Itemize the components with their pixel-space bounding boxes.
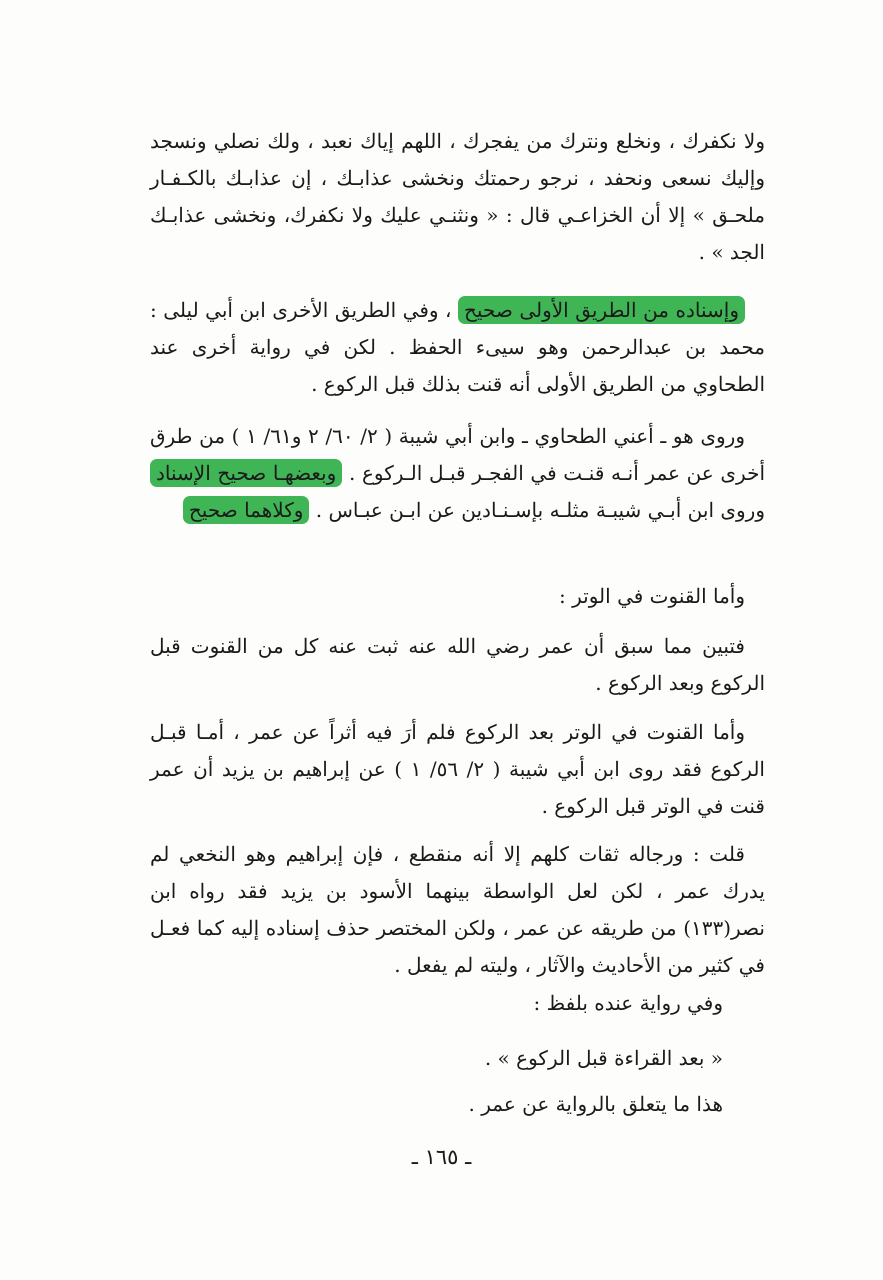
paragraph-qunut-witr-heading: [150, 578, 765, 615]
paragraph-text: قلت : ورجاله ثقات كلهم إلا أنه منقطع ، فإن إبراهيم وهو النخعي لم يدرك عمر ، لكن لعل الواسطة بينهما الأسود بن يزيد فقد رواه ابن نصر(١٣٣) من طريقه عن عمر ، ولكن المختصر حذف إسناده إليه كما فعـل في كثير من الأحاديث والآثار ، وليته لم يفعل .: [150, 842, 765, 977]
paragraph-text: ولا نكفرك ، ونخلع ونترك من يفجرك ، اللهم إياك نعبد ، ولك نصلي ونسجد وإليك نسعى ونحفد ، نرجو رحمتك ونخشى عذابـك ، إن عذابـك بالكـفـار ملحـق » إلا أن الخزاعـي قال : « ونثنـي عليك ولا نكفرك، ونخشى عذابـك الجد » .: [150, 129, 765, 264]
paragraph-narrators-comment: [150, 836, 765, 984]
paragraph-tahawi-narration: [150, 418, 765, 529]
paragraph-isnad-first-route: [150, 292, 765, 403]
paragraph-conclusion-umar: [150, 628, 765, 702]
page-number: ـ ١٦٥ ـ: [411, 1145, 472, 1169]
paragraph-text: وأما القنوت في الوتر بعد الركوع فلم أرَ فيه أثراً عن عمر ، أمـا قبـل الركوع فقد روى ابن أبي شيبة ( ٢/ ٥٦/ ١ ) عن إبراهيم بن يزيد أن عمر قنت في الوتر قبل الركوع .: [150, 720, 765, 818]
paragraph-text: فتبين مما سبق أن عمر رضي الله عنه ثبت عنه كل من القنوت قبل الركوع وبعد الركوع .: [150, 634, 765, 695]
line-closing-remark: هذا ما يتعلق بالرواية عن عمر .: [468, 1092, 723, 1116]
paragraph-text: ، وفي الطريق الأخرى ابن أبي ليلى : محمد بن عبدالرحمن وهو سيىء الحفظ . لكن في رواية أخرى عند الطحاوي من الطريق الأولى أنه قنت بذلك قبل الركوع .: [150, 298, 765, 396]
line-quoted-wording: « بعد القراءة قبل الركوع » .: [484, 1046, 723, 1070]
paragraph-text: وروى ابن أبـي شيبـة مثلـه بإسـنـادين عن ابـن عبـاس .: [309, 498, 765, 522]
paragraph-witr-after-ruku: [150, 714, 765, 825]
paragraph-dua-qunut: [150, 123, 765, 271]
paragraph-text: وأما القنوت في الوتر :: [559, 584, 745, 608]
paragraph-text: وروى هو ـ أعني الطحاوي ـ وابن أبي شيبة ( ٢/ ٦٠/ ٢ و٦١/ ١ ) من طرق أخرى عن عمر أنـه قنـت في الفجـر قبـل الـركوع .: [150, 424, 766, 485]
highlight-both-sahih: وكلاهما صحيح: [183, 496, 310, 524]
highlight-sahih-isnad: وبعضهـا صحيح الإسناد: [150, 459, 342, 487]
highlight-isnad-sahih: وإسناده من الطريق الأولى صحيح: [458, 296, 745, 324]
line-another-narration: وفي رواية عنده بلفظ :: [533, 991, 723, 1015]
